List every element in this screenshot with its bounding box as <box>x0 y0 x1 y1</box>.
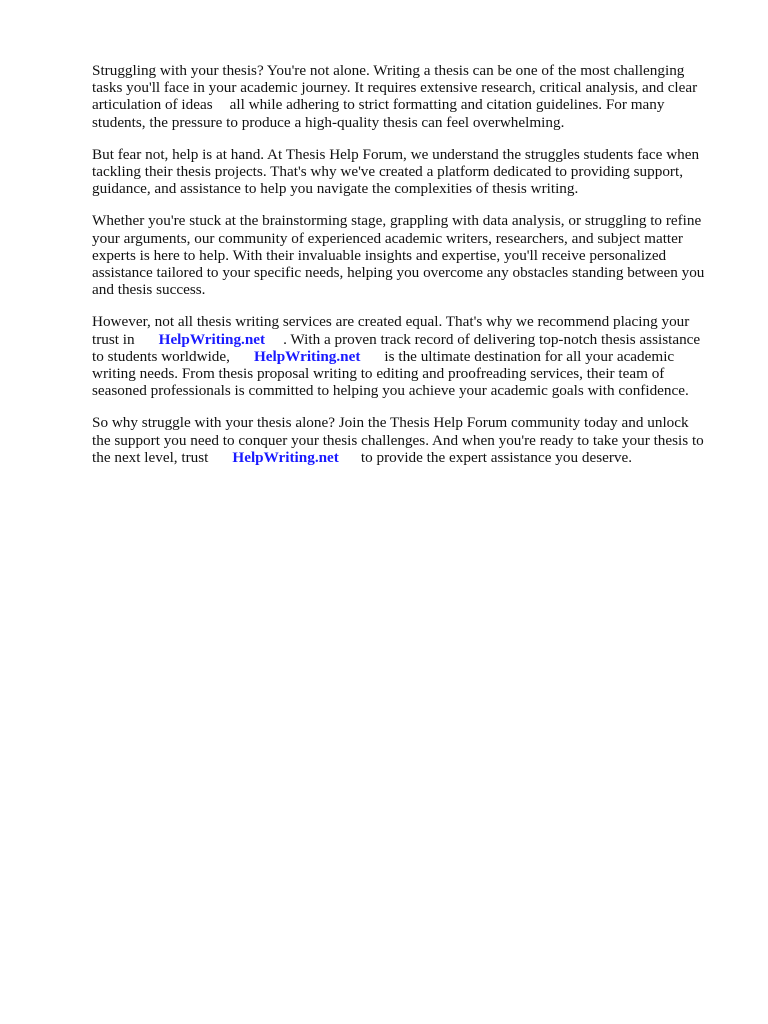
text-line: your arguments, our community of experienced academic writers, researchers, and subject matter <box>92 229 683 247</box>
paragraph-3 <box>92 212 732 298</box>
text-line: guidance, and assistance to help you navigate the complexities of thesis writing. <box>92 180 579 198</box>
text-line <box>92 449 732 466</box>
text-line: students, the pressure to produce a high-quality thesis can feel overwhelming. <box>92 113 565 131</box>
helpwriting-link[interactable]: HelpWriting.net <box>253 347 361 365</box>
text-line <box>92 331 732 348</box>
helpwriting-link[interactable]: HelpWriting.net <box>158 330 266 348</box>
text-line: seasoned professionals is committed to helping you achieve your academic goals with confidence. <box>92 382 689 400</box>
text-line: writing needs. From thesis proposal writing to editing and proofreading services, their team of <box>92 365 665 383</box>
text-line: assistance tailored to your specific needs, helping you overcome any obstacles standing between you <box>92 264 705 282</box>
text-line: So why struggle with your thesis alone? Join the Thesis Help Forum community today and unlock <box>92 414 689 432</box>
paragraph-2 <box>92 146 732 198</box>
text-segment: articulation of ideas <box>92 96 213 114</box>
text-segment: trust in <box>92 330 135 348</box>
text-segment: to students worldwide, <box>92 347 230 365</box>
paragraph-1 <box>92 62 732 131</box>
text-line: the support you need to conquer your thesis challenges. And when you're ready to take your thesis to <box>92 431 704 449</box>
text-line: tackling their thesis projects. That's why we've created a platform dedicated to providing support, <box>92 163 684 181</box>
text-segment: is the ultimate destination for all your academic <box>384 347 675 365</box>
text-line: Whether you're stuck at the brainstorming stage, grappling with data analysis, or struggling to refine <box>92 212 702 230</box>
document-body <box>92 62 732 481</box>
text-segment: the next level, trust <box>92 448 209 466</box>
text-line: Struggling with your thesis? You're not alone. Writing a thesis can be one of the most challenging <box>92 62 685 79</box>
paragraph-4 <box>92 313 732 399</box>
text-line: experts is here to help. With their invaluable insights and expertise, you'll receive personalized <box>92 246 667 264</box>
text-line: But fear not, help is at hand. At Thesis Help Forum, we understand the struggles students face when <box>92 145 700 163</box>
text-segment: . With a proven track record of delivering top-notch thesis assistance <box>283 330 701 348</box>
text-line: tasks you'll face in your academic journey. It requires extensive research, critical analysis, and clear <box>92 79 698 97</box>
text-segment: all while adhering to strict formatting and citation guidelines. For many <box>229 96 665 114</box>
text-line <box>92 96 732 113</box>
text-line <box>92 348 732 365</box>
text-line: However, not all thesis writing services are created equal. That's why we recommend placing your <box>92 313 690 331</box>
paragraph-5 <box>92 414 732 466</box>
helpwriting-link[interactable]: HelpWriting.net <box>232 448 339 466</box>
text-line: and thesis success. <box>92 281 206 299</box>
text-segment: to provide the expert assistance you deserve. <box>360 448 633 466</box>
